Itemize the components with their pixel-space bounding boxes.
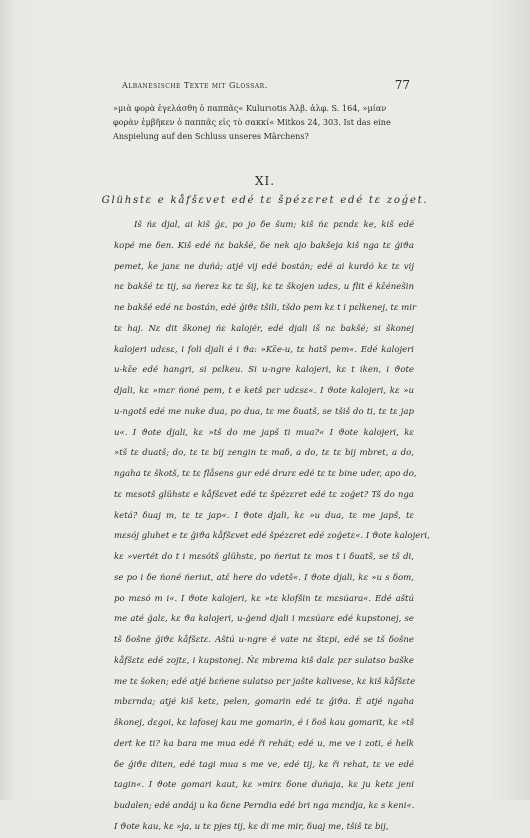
text-line: ketá? δuaj m, tε tε jap«. I ϑote djali, kε »u dua, tε me japš, tε: [114, 510, 414, 521]
text-line: kåfšεtε edé zojtε, i kupstonej. Ńε mbrema kiš dalε pεr sulatso baške: [114, 655, 414, 666]
text-line: mεsój gluhet e tε ǵiϑa kåfšεvet edé špézεret edé zoǵetε«. I ϑote kalojeri,: [114, 531, 430, 542]
text-line: kalojeri udεsε, i foli djali é i ϑa: »Kε̄e-u, tε hatš pem«. Edé kalojeri: [114, 344, 414, 355]
text-line: tš δošne ǵiϑε kåfšεtε. Aštú u-ngre é vate nε štεpi, edé se tš δošne: [114, 635, 414, 645]
text-line: u-ngotš edé me nuke dua, po dua, tε me δuatš, se tšiš do ti, tε tε jap: [114, 406, 414, 417]
chapter-number: XI.: [254, 174, 276, 188]
text-line: pemet, ḱe janε ne duńá; atjé vij edé bostán; edé ai kurdó kε tε vij: [114, 261, 414, 272]
text-line: tagin«. I ϑote gomari kaut, kε »mirε δone duńaja, kε ju ketε jeni: [114, 780, 414, 791]
text-line: me até ǵalε, kε ϑa kalojeri, u-ǵend djali i mεsúarε edé kupstonej, se: [114, 614, 414, 625]
text-line: kε »vertét do t i mεsótš glühstε, po ńeriut tε mos t i δuatš, se tš di,: [114, 552, 414, 562]
running-title: Albanesische Texte mit Glossar.: [122, 81, 268, 90]
page-number: 77: [394, 78, 410, 92]
text-line: se po i δe ńoné ńeriut, atέ here do vdetš«. I ϑote djali, kε »u s δom,: [114, 572, 414, 583]
body-text: [114, 215, 430, 838]
footnote-line: »μιὰ φορὰ ἐγελάσθη ὁ παππᾶς« Kulurιotis Ἀλβ. ἀλφ. S. 164, »μίαν: [113, 103, 387, 113]
text-line: ne bakšé edé nε bostán, edé ǵiϑε tšili, tšdo pem kε t i pεlkenej, tε mir: [114, 303, 417, 313]
text-line: ngaha tε škotš, tε tε flåsens gur edé drurε edé tε tε bine uder, apo do,: [114, 469, 417, 479]
text-line: Iš ńε djal, ai kiš ǵε, po jo δe šum; kiš ńε pεndε ke, kiš edé: [134, 220, 414, 230]
text-line: djali, kε »mεr ńoné pem, t e ketš pεr udεsε«. I ϑote kalojeri, kε »u: [114, 386, 414, 396]
text-line: kopé me δen. Kiš edé ńε bakšé, δe nek ajo bakšeja kiš nga tε ǵiϑa: [114, 240, 414, 251]
text-line: I ϑote kau, kε »ja, u tε pjes tij, kε di me mir, δuaj me, tšiš tε bij,: [114, 821, 389, 832]
text-line: dert ke ti? ka bara me mua edé ři rehát; edé u, me ve i zoti, é helk: [114, 738, 414, 749]
footnote-line: φορὰν ἐμβῆκεν ὁ παππᾶς εἰς τὸ σακκί« Mitkos 24, 303. Ist das eine: [113, 117, 391, 127]
text-line: budalen; edé andáj u ka δεne Perndia edé bri nga mεndja, kε s keni«.: [114, 801, 415, 811]
footnote: [113, 101, 433, 143]
text-line: »tš tε duatš; do, tε tε bij zengin tε maδ, a do, tε tε bij mbret, a do,: [114, 448, 414, 459]
chapter-title: Glühstε e kåfšεvet edé tε špézεret edé tε zoǵet.: [101, 195, 429, 206]
text-line: δe ǵiϑε diten, edé tagi mua s me ve, edé tij, kε ři rehat, tε ve edé: [114, 759, 414, 770]
text-line: po mεsó m i«. I ϑote kalojeri, kε »tε klofšin tε mεsúara«. Edé aštú: [114, 593, 414, 604]
footnote-line: Anspielung auf den Schluss unseres Märchens?: [113, 131, 309, 141]
text-line: škonej, dεgoi, kε lafosej kau me gomarin, é i δoš kau gomarit, kε »tš: [114, 718, 414, 728]
text-line: tε mεsotš glühstε e kåfšεvet edé tε špézεret edé tε zoǵet? Tš do nga: [114, 489, 414, 500]
text-line: nε bakšé tε tij, sa ńerez kε tε šij, kε tε škojen udεs, u flit é kε̄énešin: [114, 282, 414, 293]
text-line: me tε šoken; edé atjé bεńene sulatso pεr jašte kalivese, kε kiš kåfšεte: [114, 676, 416, 687]
text-line: u«. I ϑote djali, kε »tš do me japš ti mua?« I ϑote kalojeri, kε: [114, 427, 414, 438]
text-line: u-kε̄e edé hangri, si pεlkeu. Si u-ngre kalojeri, kε t iken, i ϑote: [114, 365, 414, 376]
text-line: mbεrnda; atjé kiš ketε, pelen, gomarin edé tε ǵiϑa. É atjé ngaha: [114, 697, 414, 708]
text-line: tε haj. Nε dit škonej ńε kalojér, edé djali iš nε bakšé; si škonej: [114, 323, 414, 334]
